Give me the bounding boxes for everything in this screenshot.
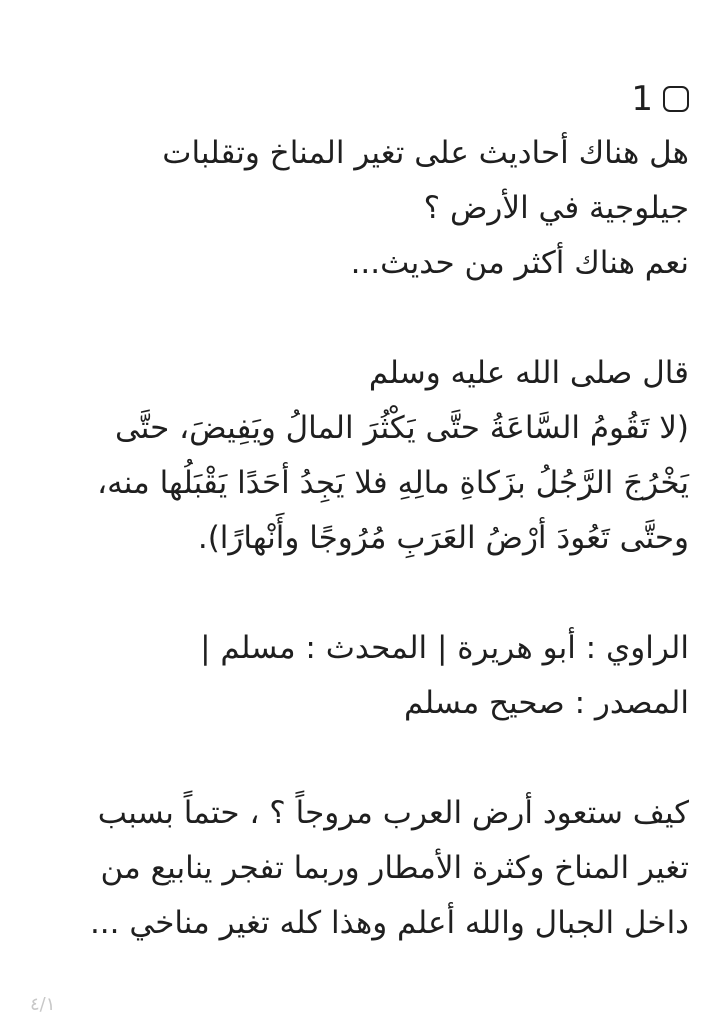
answer-line: نعم هناك أكثر من حديث... bbox=[350, 245, 689, 281]
reference-line: المصدر : صحيح مسلم bbox=[404, 685, 689, 721]
page-indicator: ٤/١ bbox=[30, 994, 56, 1015]
hadith-line-2: يَخْرُجَ الرَّجُلُ بزَكاةِ مالِهِ فلا يَجِدُ أحَدًا يَقْبَلُها منه، bbox=[97, 465, 689, 501]
commentary-paragraph bbox=[50, 786, 689, 951]
intro-paragraph bbox=[50, 126, 689, 291]
commentary-line-1: كيف ستعود أرض العرب مروجاً ؟ ، حتماً بسبب bbox=[97, 795, 689, 831]
question-line-2: جيلوجية في الأرض ؟ bbox=[423, 190, 689, 226]
rounded-square-icon bbox=[663, 86, 689, 112]
spacer bbox=[50, 291, 689, 346]
commentary-line-3: داخل الجبال والله أعلم وهذا كله تغير مناخي ... bbox=[89, 905, 689, 941]
narrator-line: الراوي : أبو هريرة | المحدث : مسلم | bbox=[200, 630, 689, 666]
post-body bbox=[50, 126, 689, 951]
question-line-1: هل هناك أحاديث على تغير المناخ وتقلبات bbox=[162, 135, 689, 171]
spacer bbox=[50, 566, 689, 621]
commentary-line-2: تغير المناخ وكثرة الأمطار وربما تفجر ينابيع من bbox=[100, 850, 689, 886]
hadith-opening: قال صلى الله عليه وسلم bbox=[368, 355, 689, 391]
post-header bbox=[631, 79, 689, 119]
post-number: 1 bbox=[631, 79, 653, 119]
source-paragraph bbox=[50, 621, 689, 731]
hadith-line-3: وحتَّى تَعُودَ أرْضُ العَرَبِ مُرُوجًا وأَنْهارًا). bbox=[197, 520, 689, 556]
spacer bbox=[50, 731, 689, 786]
hadith-line-1: (لا تَقُومُ السَّاعَةُ حتَّى يَكْثُرَ المالُ ويَفِيضَ، حتَّى bbox=[114, 410, 689, 446]
hadith-paragraph bbox=[50, 346, 689, 566]
